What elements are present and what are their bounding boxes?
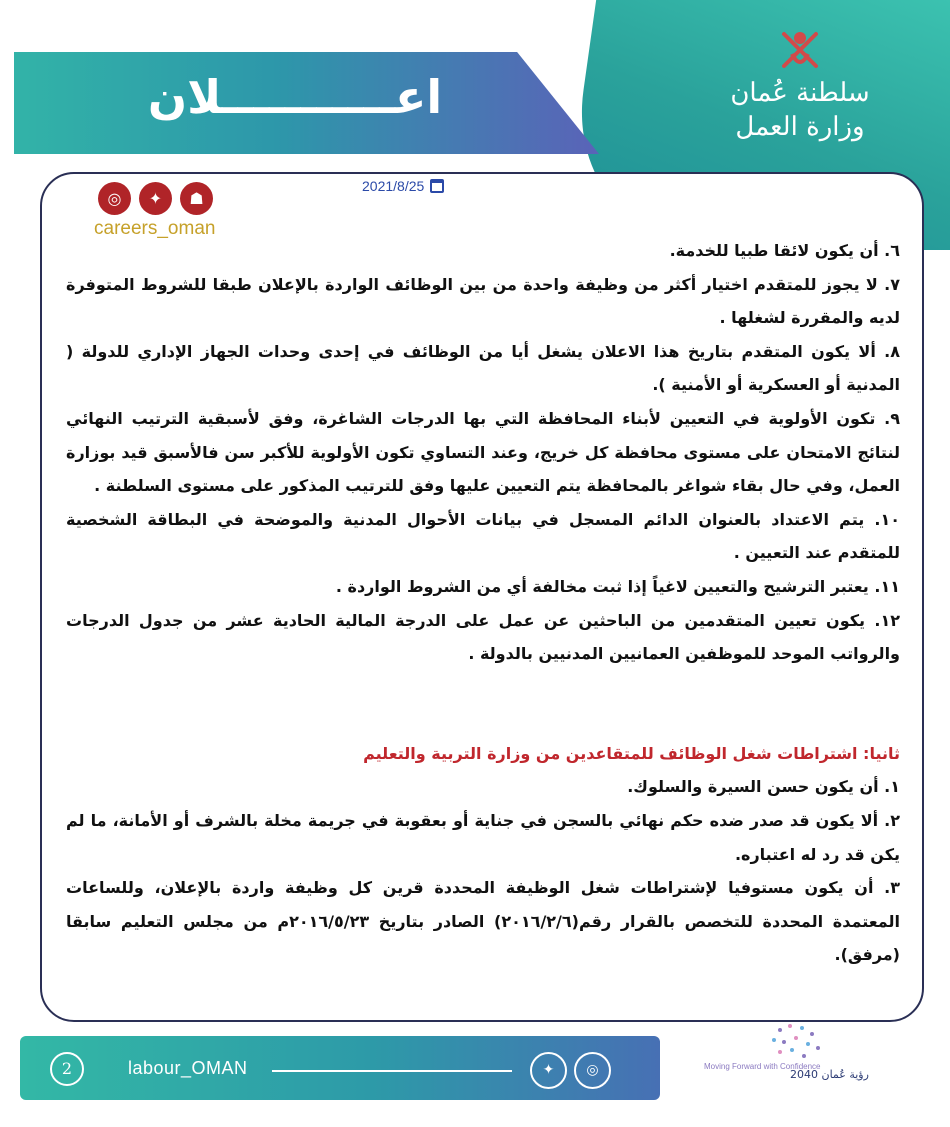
condition-item: ٨. ألا يكون المتقدم بتاريخ هذا الاعلان يشغل أيا من الوظائف في إحدى وحدات الجهاز الإداري للدولة ( المدنية أو العسكرية أو الأمنية ).: [66, 341, 900, 395]
condition-item: ١٢. يكون تعيين المتقدمين من الباحثين عن عمل على الدرجة المالية الحادية عشر من جدول الدرجات والرواتب الموحد للموظفين العمانيين المدنيين بالدولة .: [66, 610, 900, 664]
ministry-name-line1: سلطنة عُمان: [730, 78, 870, 108]
condition-item: ٧. لا يجوز للمتقدم اختيار أكثر من وظيفة واحدة من بين الوظائف الواردة بالإعلان طبقا للشروط المتوفرة لديه والمقررة لشغلها .: [66, 274, 900, 328]
oman-emblem-icon: [774, 24, 826, 76]
condition-item: ٦. أن يكون لائقا طبيا للخدمة.: [669, 241, 900, 260]
condition-item: ٢. ألا يكون قد صدر ضده حكم نهائي بالسجن في جناية أو بعقوبة في جريمة مخلة بالشرف أو الأمانة، ما لم يكن قد رد له اعتباره.: [66, 810, 900, 864]
page-title: اعـــــــــــلان: [147, 70, 443, 124]
ministry-logo: [690, 24, 910, 174]
announcement-body: [66, 234, 900, 972]
footer-divider: [272, 1070, 512, 1072]
section-spacer: [66, 671, 900, 737]
date-text: 2021/8/25: [362, 178, 425, 194]
condition-item: ٣. أن يكون مستوفيا لإشتراطات شغل الوظيفة المحددة قرين كل وظيفة واردة بالإعلان، وللساعات المعتمدة المحددة للتخصص بالقرار رقم(٢٠١٦/٢/٦) الصادر بتاريخ ٢٠١٦/٥/٢٣م من مجلس التعليم سابقا (مرفق).: [66, 878, 900, 965]
instagram-icon[interactable]: ◎: [98, 182, 131, 215]
social-handle-top[interactable]: careers_oman: [94, 218, 216, 239]
section-heading: ثانيا: اشتراطات شغل الوظائف للمتقاعدين من وزارة التربية والتعليم: [363, 743, 900, 763]
calendar-icon: [430, 179, 444, 193]
snapchat-icon[interactable]: ☗: [180, 182, 213, 215]
twitter-icon[interactable]: ✦: [139, 182, 172, 215]
condition-item: ١. أن يكون حسن السيرة والسلوك.: [627, 777, 900, 797]
instagram-icon[interactable]: ◎: [574, 1052, 611, 1089]
condition-item: ٩. تكون الأولوية في التعيين لأبناء المحافظة التي بها الدرجات الشاغرة، وفق لأسبقية الترتيب النهائي لنتائج الامتحان على مستوى محافظة كل خريج، وعند التساوي تكون الأولوية للأكبر سن فالأسبق قيد بوزارة العمل، وفي حال بقاء شواغر بالمحافظة يتم التعيين عليها وفق للترتيب المذكور على مستوى السلطنة .: [66, 408, 900, 496]
twitter-icon[interactable]: ✦: [530, 1052, 567, 1089]
social-links-top: [98, 182, 213, 215]
ministry-name-line2: وزارة العمل: [735, 112, 865, 142]
vision-2040-label: رؤية عُمان 2040: [790, 1068, 869, 1081]
social-handle-bottom[interactable]: labour_OMAN: [128, 1058, 248, 1078]
condition-item: ١١. يعتبر الترشيح والتعيين لاغياً إذا ثبت مخالفة أي من الشروط الواردة .: [335, 576, 900, 596]
condition-item: ١٠. يتم الاعتداد بالعنوان الدائم المسجل في بيانات الأحوال المدنية والموضحة في البطاقة الشخصية للمتقدم عند التعيين .: [66, 509, 900, 563]
page-number: 2: [50, 1052, 84, 1086]
brand-tagline: Moving Forward with Confidence: [704, 1062, 821, 1071]
announcement-date: [362, 178, 444, 194]
